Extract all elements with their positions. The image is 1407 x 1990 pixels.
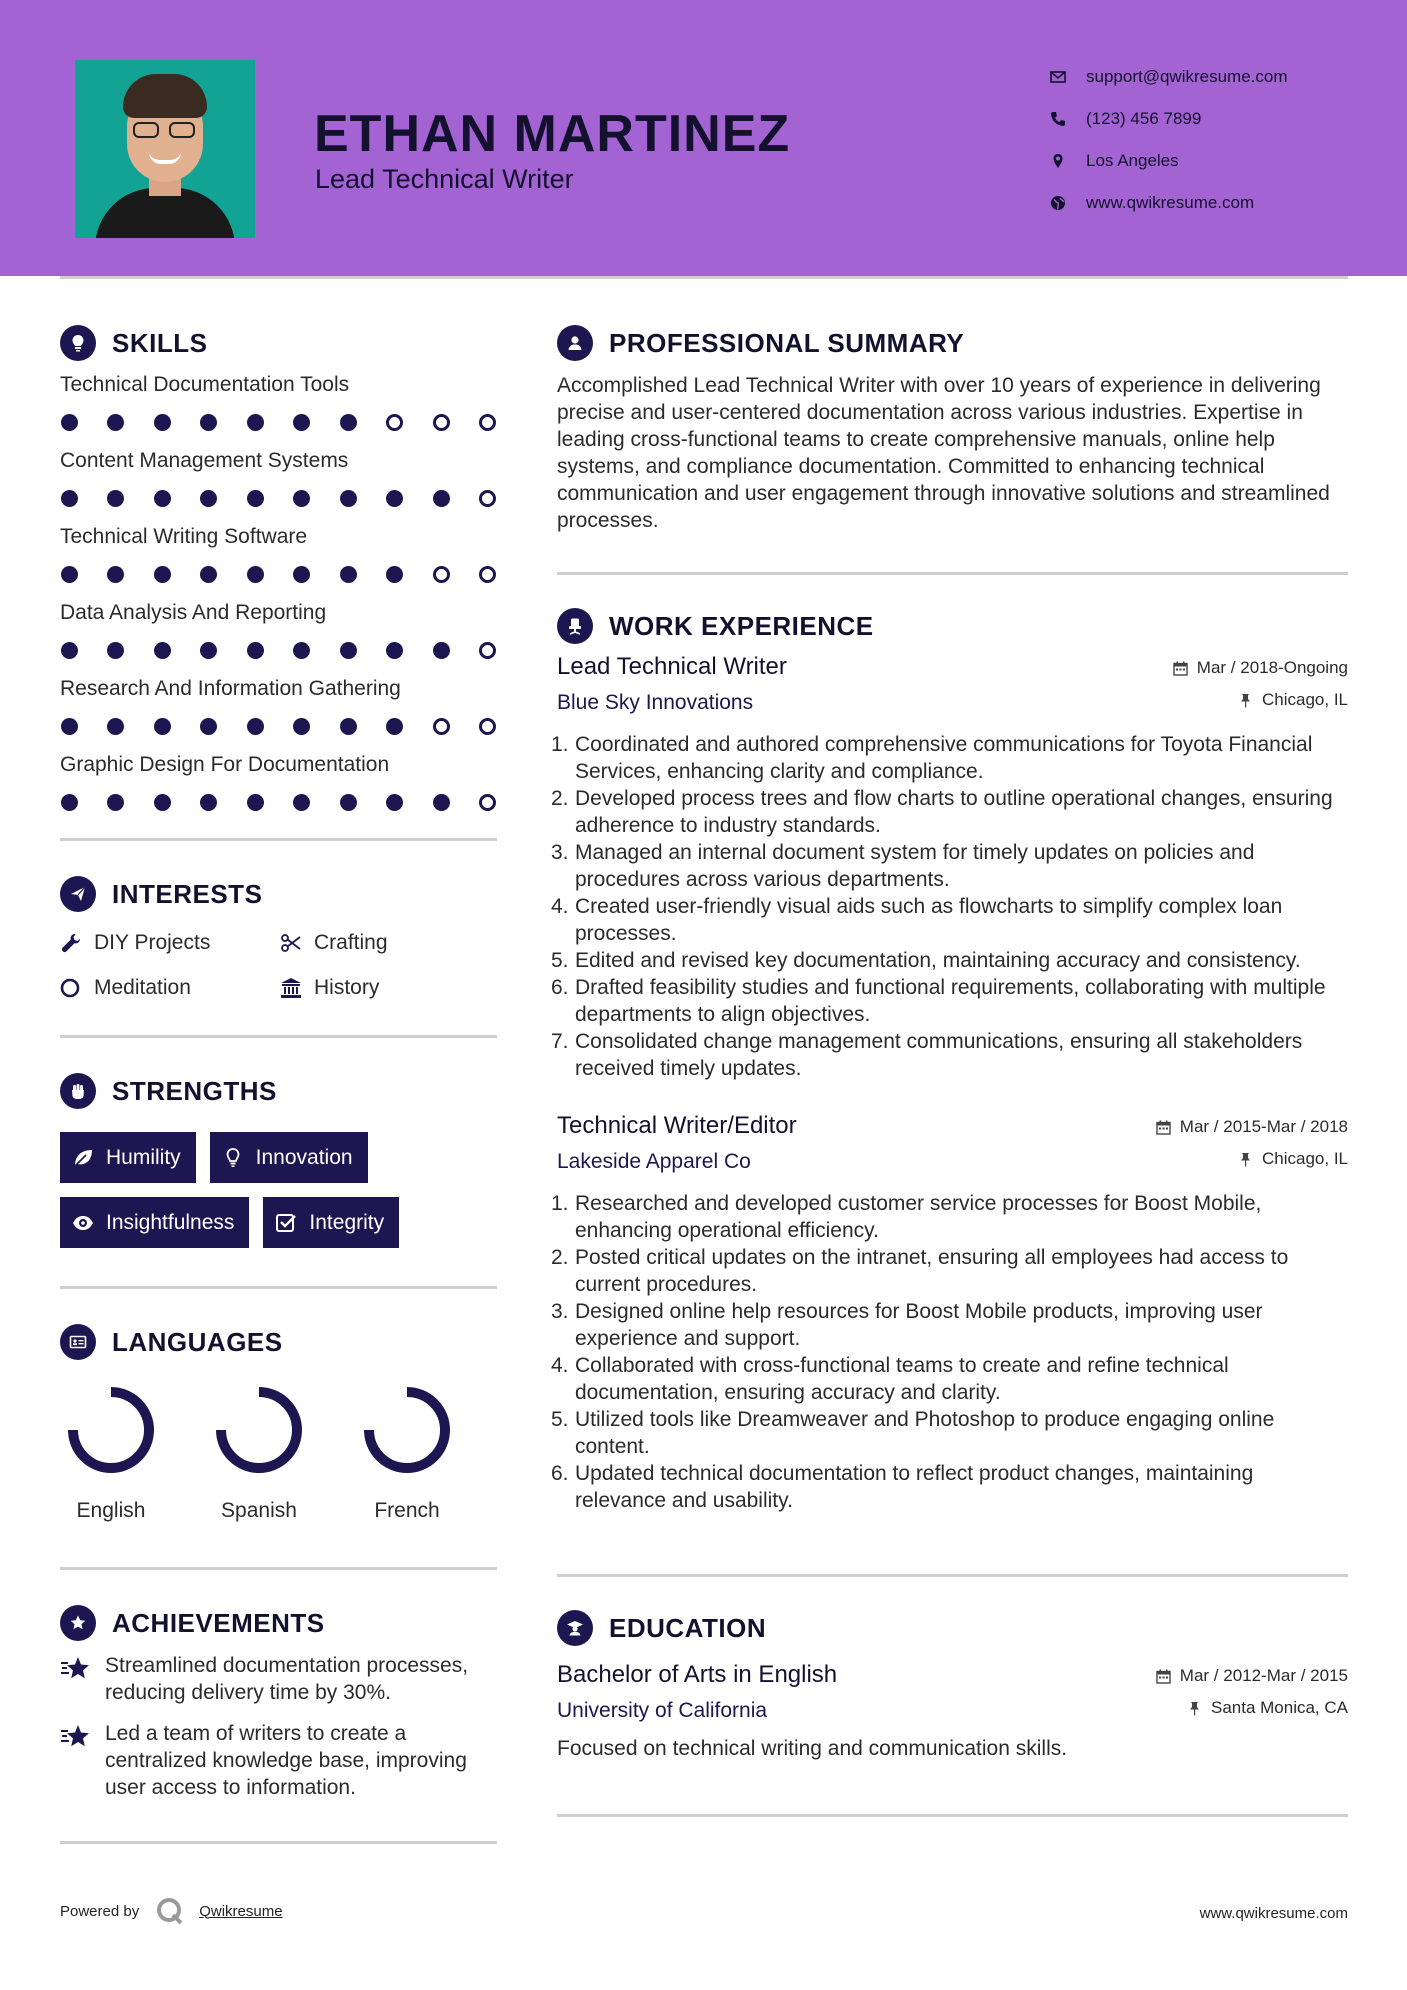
footer-website[interactable]: www.qwikresume.com [1199, 1905, 1348, 1922]
rating-dot-filled [107, 718, 124, 735]
rating-dot-filled [340, 566, 357, 583]
user-icon [557, 325, 593, 361]
rating-dot-empty [479, 414, 496, 431]
job-company: Lakeside Apparel Co [557, 1150, 751, 1173]
skills-heading: SKILLS [60, 320, 497, 366]
skill-label: Graphic Design For Documentation [60, 753, 390, 776]
job-location: Chicago, IL [1238, 1149, 1348, 1169]
section-divider [60, 1841, 497, 1844]
rating-dot-filled [154, 718, 171, 735]
skill-rating [60, 780, 497, 824]
calendar-icon [1173, 661, 1188, 676]
skill-rating [60, 476, 497, 520]
achievement-item: Streamlined documentation processes, reducing delivery time by 30%. [60, 1652, 497, 1706]
section-divider [557, 572, 1348, 575]
education-entry [557, 1657, 1348, 1762]
rating-dot-filled [107, 794, 124, 811]
degree-title: Bachelor of Arts in English [557, 1661, 838, 1688]
calendar-icon [1156, 1669, 1171, 1684]
rating-dot-empty [433, 566, 450, 583]
globe-icon [1050, 195, 1086, 211]
job-title: Technical Writer/Editor [557, 1112, 797, 1139]
scissors-icon [280, 932, 314, 954]
rating-dot-filled [340, 490, 357, 507]
rating-dot-filled [107, 414, 124, 431]
leaf-icon [72, 1147, 94, 1169]
rating-dot-filled [247, 794, 264, 811]
language-level-ring [66, 1385, 156, 1475]
achievements-heading: ACHIEVEMENTS [60, 1600, 497, 1646]
lightbulb-icon [60, 325, 96, 361]
envelope-icon [1050, 69, 1086, 85]
rating-dot-filled [386, 718, 403, 735]
skills-list [60, 370, 497, 824]
qwikresume-link[interactable]: Qwikresume [199, 1902, 283, 1920]
rating-dot-filled [293, 794, 310, 811]
bullet-number: 3. [551, 841, 569, 864]
rating-dot-filled [340, 642, 357, 659]
qwikresume-logo-icon [155, 1896, 185, 1926]
wrench-icon [60, 932, 94, 954]
bullet-number: 1. [551, 1192, 569, 1215]
bullet-item [551, 974, 1348, 1028]
pushpin-icon [1238, 693, 1253, 708]
bullet-number: 4. [551, 895, 569, 918]
contact-phone[interactable]: (123) 456 7899 [1050, 98, 1288, 140]
job-location: Chicago, IL [1238, 690, 1348, 710]
rating-dot-filled [386, 490, 403, 507]
language-level-ring [362, 1385, 452, 1475]
interest-item: Crafting [280, 927, 500, 958]
strength-tag: Insightfulness [60, 1197, 249, 1248]
checkbox-icon [275, 1212, 297, 1234]
job-bullets [551, 1190, 1348, 1514]
map-pin-icon [1050, 153, 1086, 169]
contact-website[interactable]: www.qwikresume.com [1050, 182, 1288, 224]
interests-heading: INTERESTS [60, 871, 497, 917]
rating-dot-filled [61, 490, 78, 507]
resume-header [0, 0, 1407, 276]
skill-label: Content Management Systems [60, 449, 349, 472]
bullet-number: 5. [551, 949, 569, 972]
rating-dot-empty [479, 490, 496, 507]
rating-dot-filled [340, 414, 357, 431]
rating-dot-filled [293, 566, 310, 583]
job-entry [551, 649, 1348, 1082]
section-divider [60, 1567, 497, 1570]
rating-dot-filled [107, 490, 124, 507]
skill-label: Technical Documentation Tools [60, 373, 350, 396]
education-location: Santa Monica, CA [1187, 1698, 1348, 1718]
contact-email[interactable]: support@qwikresume.com [1050, 56, 1288, 98]
language-item [66, 1385, 156, 1523]
rating-dot-filled [200, 490, 217, 507]
rating-dot-filled [247, 642, 264, 659]
bullet-text: Utilized tools like Dreamweaver and Photoshop to produce engaging online content. [575, 1408, 1275, 1458]
strength-tag: Integrity [263, 1197, 399, 1248]
bullet-item [551, 731, 1348, 785]
bullet-text: Managed an internal document system for timely updates on policies and procedures across various departments. [575, 841, 1255, 891]
rating-dot-filled [200, 566, 217, 583]
skill-label: Technical Writing Software [60, 525, 308, 548]
language-label: English [76, 1499, 146, 1522]
rating-dot-filled [386, 794, 403, 811]
languages-list [60, 1385, 497, 1523]
jobs-list [551, 649, 1348, 1514]
bullet-number: 2. [551, 1246, 569, 1269]
rating-dot-filled [154, 642, 171, 659]
header-divider [60, 276, 1348, 279]
rating-dot-filled [61, 642, 78, 659]
graduate-icon [557, 1610, 593, 1646]
rating-dot-filled [154, 490, 171, 507]
profile-photo [75, 60, 255, 238]
eye-icon [72, 1212, 94, 1234]
rating-dot-filled [61, 414, 78, 431]
bullet-number: 6. [551, 976, 569, 999]
bullet-number: 1. [551, 733, 569, 756]
left-column [60, 320, 497, 1844]
bullet-text: Edited and revised key documentation, maintaining accuracy and consistency. [575, 949, 1301, 972]
rating-dot-filled [107, 566, 124, 583]
bullet-text: Coordinated and authored comprehensive communications for Toyota Financial Services, enhancing clarity and compliance. [575, 733, 1313, 783]
bullet-text: Researched and developed customer service processes for Boost Mobile, enhancing operational efficiency. [575, 1192, 1262, 1242]
phone-icon [1050, 111, 1086, 127]
rating-dot-filled [433, 490, 450, 507]
rating-dot-empty [386, 414, 403, 431]
job-company: Blue Sky Innovations [557, 691, 754, 714]
bullet-item [551, 1244, 1348, 1298]
strengths-list [60, 1132, 497, 1248]
language-level-ring [214, 1385, 304, 1475]
rating-dot-filled [247, 718, 264, 735]
rating-dot-filled [61, 718, 78, 735]
education-description: Focused on technical writing and communication skills. [557, 1737, 1068, 1760]
rating-dot-filled [293, 718, 310, 735]
rating-dot-filled [293, 642, 310, 659]
bullet-item [551, 839, 1348, 893]
education-date: Mar / 2012-Mar / 2015 [1156, 1666, 1348, 1686]
interest-item: Meditation [60, 972, 280, 1003]
calendar-icon [1156, 1120, 1171, 1135]
section-divider [557, 1574, 1348, 1577]
job-date: Mar / 2018-Ongoing [1173, 658, 1348, 678]
right-column [551, 320, 1348, 1817]
skill-rating [60, 704, 497, 748]
rating-dot-empty [433, 718, 450, 735]
pushpin-icon [1238, 1152, 1253, 1167]
strength-tag: Humility [60, 1132, 196, 1183]
contact-location: Los Angeles [1050, 140, 1288, 182]
bullet-text: Designed online help resources for Boost Mobile products, improving user experience and support. [575, 1300, 1263, 1350]
summary-heading: PROFESSIONAL SUMMARY [557, 320, 1348, 366]
id-card-icon [60, 1324, 96, 1360]
footer-powered-by: Powered by Qwikresume [60, 1896, 283, 1926]
contact-block [1050, 56, 1288, 224]
bullet-text: Created user-friendly visual aids such as flowcharts to simplify complex loan processes. [575, 895, 1283, 945]
circle-icon [60, 977, 94, 999]
museum-icon [280, 977, 314, 999]
rating-dot-empty [479, 794, 496, 811]
bullet-number: 3. [551, 1300, 569, 1323]
section-divider [60, 1035, 497, 1038]
bullet-number: 2. [551, 787, 569, 810]
bullet-item [551, 785, 1348, 839]
bullet-text: Collaborated with cross-functional teams to create and refine technical documentation, ensuring accuracy and clarity. [575, 1354, 1229, 1404]
rating-dot-empty [433, 414, 450, 431]
rating-dot-filled [247, 566, 264, 583]
language-label: Spanish [221, 1499, 297, 1522]
rating-dot-filled [293, 414, 310, 431]
rating-dot-empty [479, 718, 496, 735]
bullet-number: 4. [551, 1354, 569, 1377]
lightbulb-icon [222, 1147, 244, 1169]
bullet-number: 7. [551, 1030, 569, 1053]
rating-dot-empty [479, 642, 496, 659]
skill-rating [60, 628, 497, 672]
bullet-item [551, 1298, 1348, 1352]
job-bullets [551, 731, 1348, 1082]
interests-list [60, 927, 497, 1003]
rating-dot-filled [247, 490, 264, 507]
rating-dot-empty [479, 566, 496, 583]
bullet-item [551, 1190, 1348, 1244]
bullet-text: Developed process trees and flow charts to outline operational changes, ensuring adherence to industry standards. [575, 787, 1333, 837]
job-date: Mar / 2015-Mar / 2018 [1156, 1117, 1348, 1137]
education-heading: EDUCATION [557, 1605, 1348, 1651]
bullet-text: Drafted feasibility studies and functional requirements, collaborating with multiple departments to align objectives. [575, 976, 1326, 1026]
rating-dot-filled [200, 794, 217, 811]
bullet-item [551, 1028, 1348, 1082]
interest-item: DIY Projects [60, 927, 280, 958]
language-level-arc [73, 1392, 149, 1468]
bullet-number: 6. [551, 1462, 569, 1485]
skill-label: Research And Information Gathering [60, 677, 401, 700]
section-divider [557, 1814, 1348, 1817]
star-icon [60, 1720, 105, 1801]
rating-dot-filled [154, 566, 171, 583]
candidate-name: ETHAN MARTINEZ [314, 105, 791, 163]
rating-dot-filled [200, 718, 217, 735]
paper-plane-icon [60, 876, 96, 912]
language-label: French [374, 1499, 440, 1522]
rating-dot-filled [340, 794, 357, 811]
job-title: Lead Technical Writer [557, 653, 787, 680]
experience-heading: WORK EXPERIENCE [557, 603, 1348, 649]
languages-heading: LANGUAGES [60, 1319, 497, 1365]
fist-icon [60, 1073, 96, 1109]
bullet-number: 5. [551, 1408, 569, 1431]
skill-rating [60, 400, 497, 444]
candidate-role: Lead Technical Writer [315, 164, 574, 194]
section-divider [60, 838, 497, 841]
language-level-arc [369, 1392, 445, 1468]
interest-item: History [280, 972, 500, 1003]
skill-label: Data Analysis And Reporting [60, 601, 327, 624]
star-icon [60, 1652, 105, 1706]
strength-tag: Innovation [210, 1132, 368, 1183]
bullet-item [551, 1406, 1348, 1460]
rating-dot-filled [340, 718, 357, 735]
bullet-item [551, 893, 1348, 947]
skill-rating [60, 552, 497, 596]
school-name: University of California [557, 1699, 768, 1722]
language-item [214, 1385, 304, 1523]
rating-dot-filled [107, 642, 124, 659]
achievements-list [60, 1652, 497, 1801]
rating-dot-filled [386, 642, 403, 659]
rating-dot-filled [293, 490, 310, 507]
star-badge-icon [60, 1605, 96, 1641]
language-level-arc [221, 1392, 297, 1468]
rating-dot-filled [200, 642, 217, 659]
section-divider [60, 1286, 497, 1289]
bullet-text: Posted critical updates on the intranet, ensuring all employees had access to current procedures. [575, 1246, 1289, 1296]
rating-dot-filled [247, 414, 264, 431]
rating-dot-filled [386, 566, 403, 583]
rating-dot-filled [61, 566, 78, 583]
rating-dot-filled [61, 794, 78, 811]
rating-dot-filled [154, 794, 171, 811]
bullet-item [551, 947, 1348, 974]
rating-dot-filled [154, 414, 171, 431]
summary-text: Accomplished Lead Technical Writer with over 10 years of experience in delivering precise and user-centered documentation across various industries. Expertise in leading cross-functional teams to create comprehensive manuals, online help systems, and compliance documentation. Committed to enhancing technical communication and user engagement through innovative solutions and streamlined processes. [557, 374, 1330, 532]
language-item [362, 1385, 452, 1523]
bullet-text: Consolidated change management communications, ensuring all stakeholders received timely updates. [575, 1030, 1303, 1080]
bullet-item [551, 1460, 1348, 1514]
office-chair-icon [557, 608, 593, 644]
pushpin-icon [1187, 1701, 1202, 1716]
rating-dot-filled [200, 414, 217, 431]
bullet-item [551, 1352, 1348, 1406]
strengths-heading: STRENGTHS [60, 1068, 497, 1114]
rating-dot-filled [433, 794, 450, 811]
achievement-item: Led a team of writers to create a centralized knowledge base, improving user access to information. [60, 1720, 497, 1801]
job-entry [551, 1108, 1348, 1514]
rating-dot-filled [433, 642, 450, 659]
bullet-text: Updated technical documentation to reflect product changes, maintaining relevance and usability. [575, 1462, 1254, 1512]
